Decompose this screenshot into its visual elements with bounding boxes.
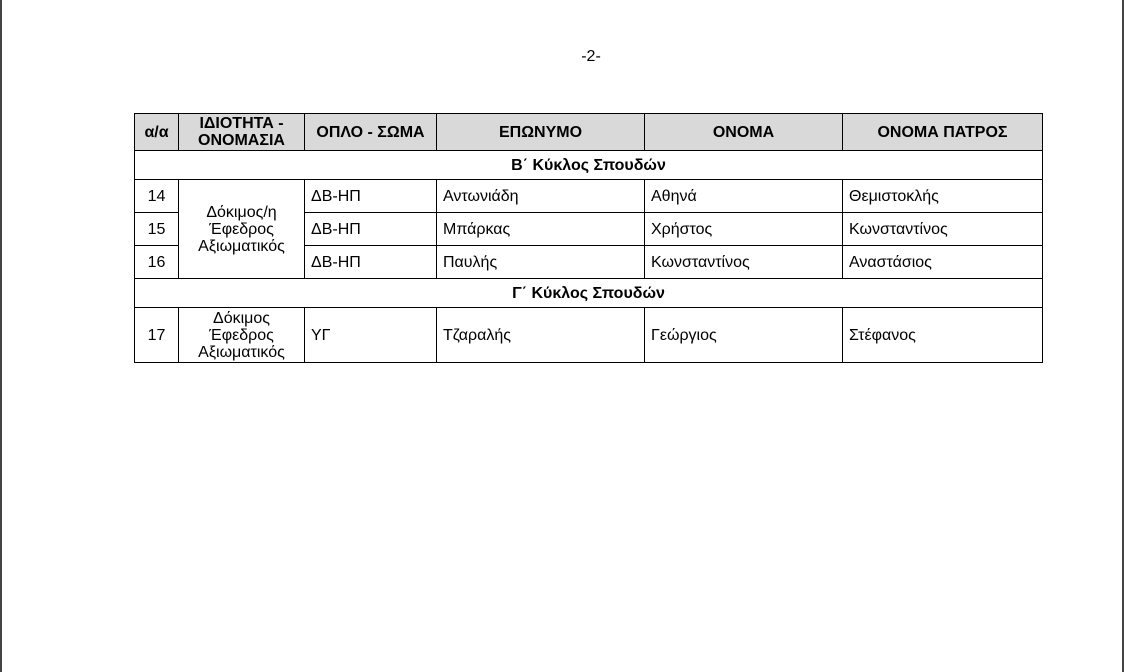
cell-father-name: Στέφανος — [843, 308, 1043, 363]
table-row — [135, 180, 1043, 213]
page-number: -2- — [581, 48, 601, 65]
personnel-table — [134, 113, 1043, 363]
cell-name: Αθηνά — [645, 180, 843, 213]
cell-rank: Δόκιμος/η Έφεδρος Αξιωματικός — [179, 180, 305, 279]
header-father-name: ΟΝΟΜΑ ΠΑΤΡΟΣ — [843, 114, 1043, 151]
cell-aa: 14 — [135, 180, 179, 213]
cell-aa: 17 — [135, 308, 179, 363]
cell-father-name: Κωνσταντίνος — [843, 213, 1043, 246]
header-aa: α/α — [135, 114, 179, 151]
section-row — [135, 151, 1043, 180]
cell-aa: 15 — [135, 213, 179, 246]
cell-arm: ΥΓ — [305, 308, 437, 363]
header-name: ΟΝΟΜΑ — [645, 114, 843, 151]
cell-name: Γεώργιος — [645, 308, 843, 363]
cell-surname: Τζαραλής — [437, 308, 645, 363]
page-border-left — [0, 0, 2, 672]
header-rank: ΙΔΙΟΤΗΤΑ - ΟΝΟΜΑΣΙΑ — [179, 114, 305, 151]
cell-surname: Μπάρκας — [437, 213, 645, 246]
header-surname: ΕΠΩΝΥΜΟ — [437, 114, 645, 151]
cell-rank: Δόκιμος Έφεδρος Αξιωματικός — [179, 308, 305, 363]
header-arm: ΟΠΛΟ - ΣΩΜΑ — [305, 114, 437, 151]
table-row — [135, 308, 1043, 363]
section-row — [135, 279, 1043, 308]
cell-name: Χρήστος — [645, 213, 843, 246]
cell-father-name: Θεμιστοκλής — [843, 180, 1043, 213]
table-header-row — [135, 114, 1043, 151]
cell-name: Κωνσταντίνος — [645, 246, 843, 279]
section-title: Γ΄ Κύκλος Σπουδών — [135, 279, 1043, 308]
cell-arm: ΔΒ-ΗΠ — [305, 180, 437, 213]
cell-surname: Αντωνιάδη — [437, 180, 645, 213]
cell-surname: Παυλής — [437, 246, 645, 279]
section-title: Β΄ Κύκλος Σπουδών — [135, 151, 1043, 180]
cell-aa: 16 — [135, 246, 179, 279]
cell-arm: ΔΒ-ΗΠ — [305, 246, 437, 279]
cell-arm: ΔΒ-ΗΠ — [305, 213, 437, 246]
cell-father-name: Αναστάσιος — [843, 246, 1043, 279]
